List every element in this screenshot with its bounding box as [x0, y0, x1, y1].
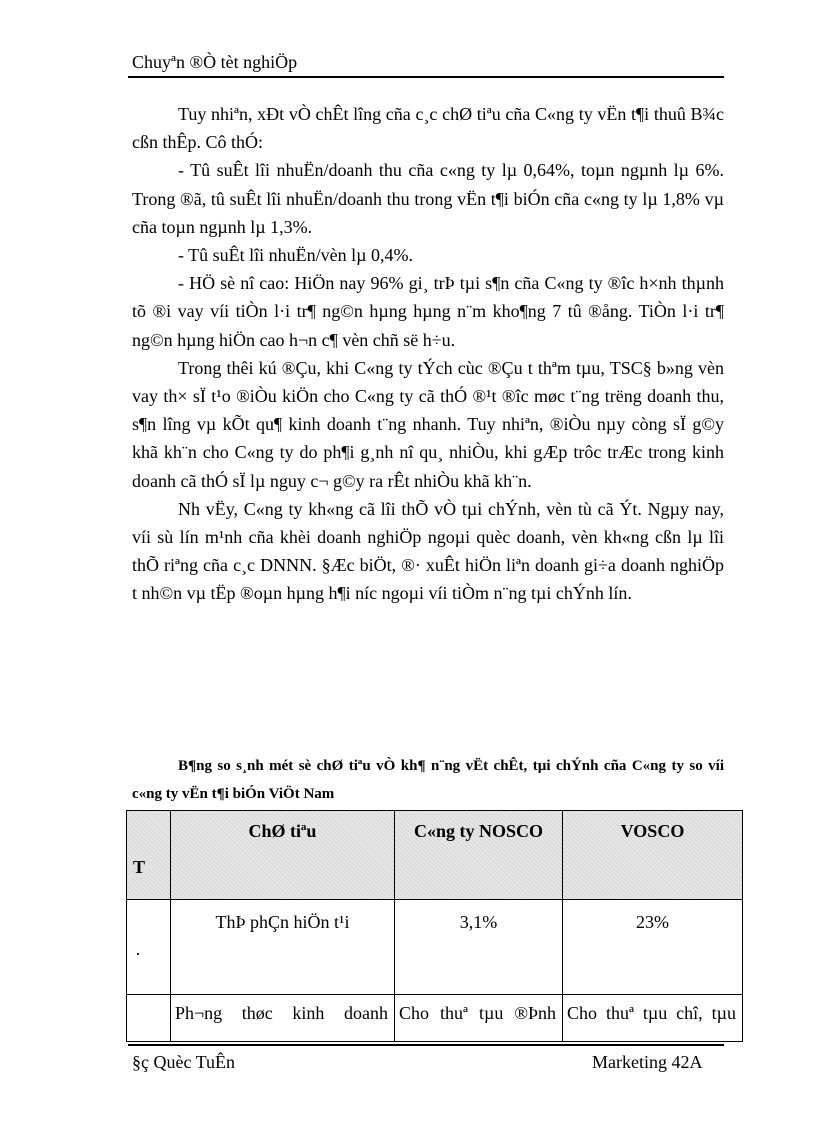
paragraph-3: - Tû suÊt lîi nhuËn/vèn lµ 0,4%. — [178, 245, 414, 266]
body-text — [132, 100, 724, 608]
header-indicator: ChØ tiªu — [171, 811, 395, 900]
table-cell-vosco: 23% — [563, 900, 743, 995]
footer-class: Marketing 42A — [592, 1052, 703, 1072]
paragraph-6: Nh vËy, C«ng ty kh«ng cã lîi thÕ vÒ tµi chÝnh, vèn tù cã Ýt. Ngµy nay, víi sù lín m¹nh cña khèi doanh nghiÖp ngoµi quèc doanh, vèn kh«ng cßn lµ lîi thÕ riªng cña c¸c DNNN. §Æc biÖt, ®· xuÊt hiÖn liªn doanh gi÷a doanh nghiÖp t nh©n vµ tËp ®oµn hµng h¶i níc ngoµi víi tiÒm n¨ng tµi chÝnh lín. — [132, 498, 724, 604]
header-title: Chuyªn ®Ò tèt nghiÖp — [132, 52, 298, 72]
table-cell-nosco: Cho thuª tµu ®Þnh — [395, 995, 563, 1042]
paragraph-4: - HÖ sè nî cao: HiÖn nay 96% gi¸ trÞ tµi s¶n cña C«ng ty ®îc h×nh thµnh tõ ®i vay víi tiÒn l·i tr¶ ng©n hµng hµng n¨m kho¶ng 7 tû ®ång. TiÒn l·i tr¶ ng©n hµng hiÖn cao h¬n c¶ vèn chñ së h÷u. — [132, 273, 724, 350]
header-stt: T — [127, 811, 171, 900]
footer-author: §ç Quèc TuÊn — [132, 1052, 235, 1072]
header-vosco: VOSCO — [563, 811, 743, 900]
table-cell-vosco: Cho thuª tµu chî, tµu — [563, 995, 743, 1042]
table-row — [127, 900, 743, 995]
header-divider — [128, 76, 724, 78]
table-row — [127, 995, 743, 1042]
table-cell-nosco: 3,1% — [395, 900, 563, 995]
comparison-table — [126, 810, 743, 1042]
table-header-row — [127, 811, 743, 900]
table-cell-indicator: Ph¬ng thøc kinh doanh — [171, 995, 395, 1042]
table-cell-stt: · — [127, 900, 171, 995]
footer-divider — [128, 1044, 724, 1046]
header-nosco: C«ng ty NOSCO — [395, 811, 563, 900]
paragraph-2: - Tû suÊt lîi nhuËn/doanh thu cña c«ng ty lµ 0,64%, toµn ngµnh lµ 6%. Trong ®ã, tû suÊt lîi nhuËn/doanh thu trong vËn t¶i biÓn cña c«ng ty lµ 1,8% vµ cña toµn ngµnh lµ 1,3%. — [132, 160, 724, 237]
paragraph-5: Trong thêi kú ®Çu, khi C«ng ty tÝch cùc ®Çu t thªm tµu, TSC§ b»ng vèn vay th× sÏ t¹o ®iÒu kiÖn cho C«ng ty cã thÓ ®¹t ®îc møc t¨ng trëng doanh thu, s¶n lîng vµ kÕt qu¶ kinh doanh t¨ng nhanh. Tuy nhiªn, ®iÒu nµy còng sÏ g©y khã kh¨n cho C«ng ty do ph¶i g¸nh nî qu¸ nhiÒu, khi gÆp trôc trÆc trong kinh doanh cã thÓ sÏ lµ nguy c¬ g©y ra rÊt nhiÒu khã kh¨n. — [132, 357, 724, 491]
table-caption: B¶ng so s¸nh mét sè chØ tiªu vÒ kh¶ n¨ng vËt chÊt, tµi chÝnh cña C«ng ty so víi c«ng ty vËn t¶i biÓn ViÖt Nam — [132, 758, 724, 802]
paragraph-1: Tuy nhiªn, xÐt vÒ chÊt lîng cña c¸c chØ tiªu cña C«ng ty vËn t¶i thuû B¾c cßn thÊp. Cô thÓ: — [132, 104, 724, 153]
table-cell-stt — [127, 995, 171, 1042]
table-cell-indicator: ThÞ phÇn hiÖn t¹i — [171, 900, 395, 995]
